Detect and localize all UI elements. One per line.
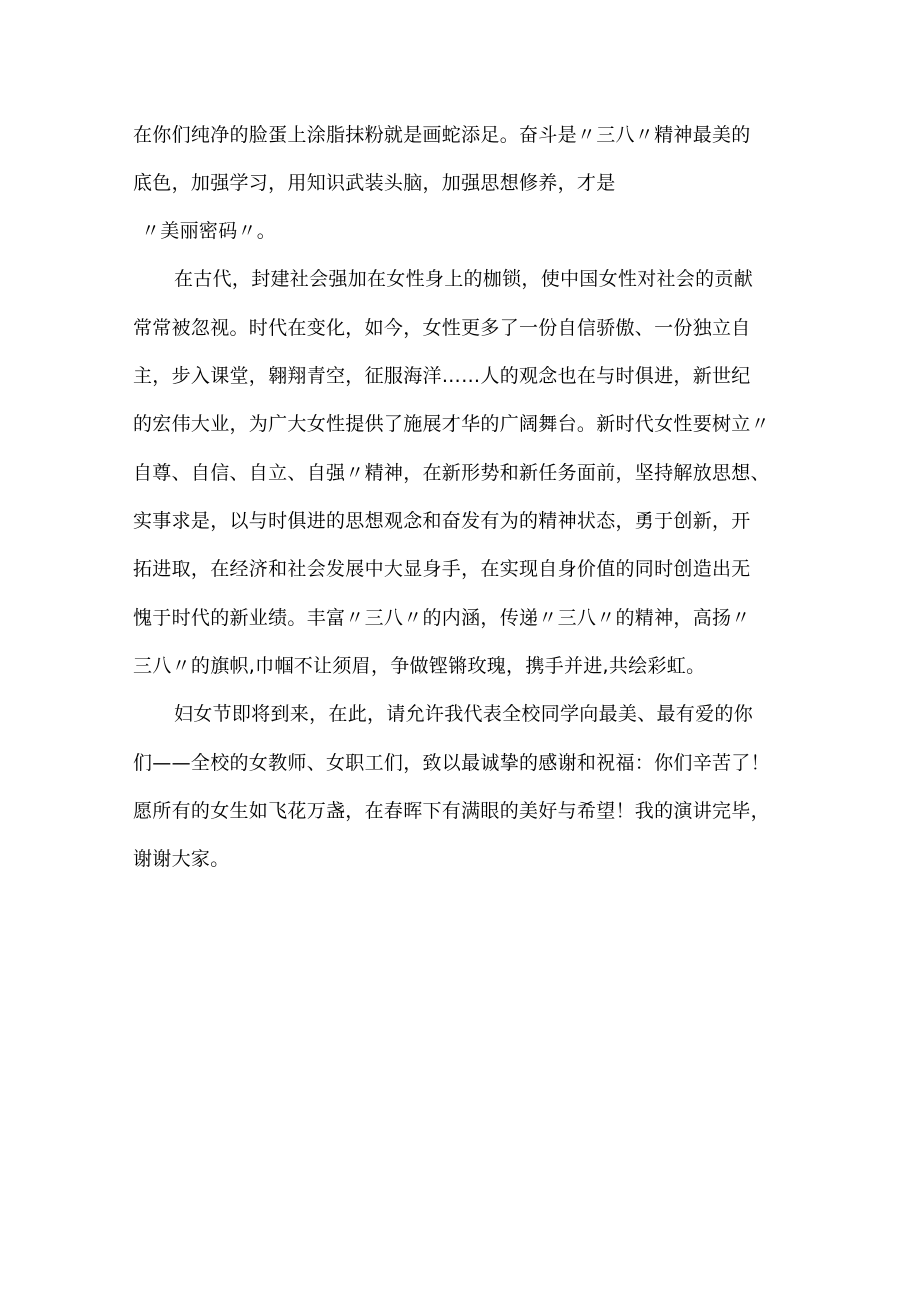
text-line: 主，步入课堂，翱翔青空，征服海洋……人的观念也在与时俱进，新世纪 bbox=[133, 365, 751, 387]
paragraph-first-line: 在古代，封建社会强加在女性身上的枷锁，使中国女性对社会的贡献 bbox=[174, 268, 754, 290]
text-line: 愿所有的女生如飞花万盏，在春晖下有满眼的美好与希望！我的演讲完毕， bbox=[133, 800, 770, 822]
text-line: 们——全校的女教师、女职工们，致以最诚挚的感谢和祝福：你们辛苦了！ bbox=[133, 752, 770, 774]
paragraph-first-line: 妇女节即将到来，在此，请允许我代表全校同学向最美、最有爱的你 bbox=[174, 703, 754, 725]
text-line: 在你们纯净的脸蛋上涂脂抹粉就是画蛇添足。奋斗是〃三八〃精神最美的 bbox=[133, 124, 751, 146]
text-line: 〃美丽密码〃。 bbox=[141, 220, 277, 242]
text-line: 谢谢大家。 bbox=[133, 848, 230, 870]
text-line: 常常被忽视。时代在变化，如今，女性更多了一份自信骄傲、一份独立自 bbox=[133, 317, 751, 339]
text-line: 自尊、自信、自立、自强〃精神，在新形势和新任务面前，坚持解放思想、 bbox=[133, 462, 770, 484]
text-line: 的宏伟大业，为广大女性提供了施展才华的广阔舞台。新时代女性要树立〃 bbox=[133, 413, 770, 435]
text-line: 三八〃的旗帜,巾帼不让须眉，争做铿锵玫瑰，携手并进,共绘彩虹。 bbox=[133, 655, 706, 677]
text-line: 底色，加强学习，用知识武装头脑，加强思想修养，才是 bbox=[133, 172, 616, 194]
text-line: 实事求是，以与时俱进的思想观念和奋发有为的精神状态，勇于创新，开 bbox=[133, 510, 751, 532]
text-line: 拓进取，在经济和社会发展中大显身手，在实现自身价值的同时创造出无 bbox=[133, 558, 751, 580]
text-line: 愧于时代的新业绩。丰富〃三八〃的内涵，传递〃三八〃的精神，高扬〃 bbox=[133, 607, 751, 629]
